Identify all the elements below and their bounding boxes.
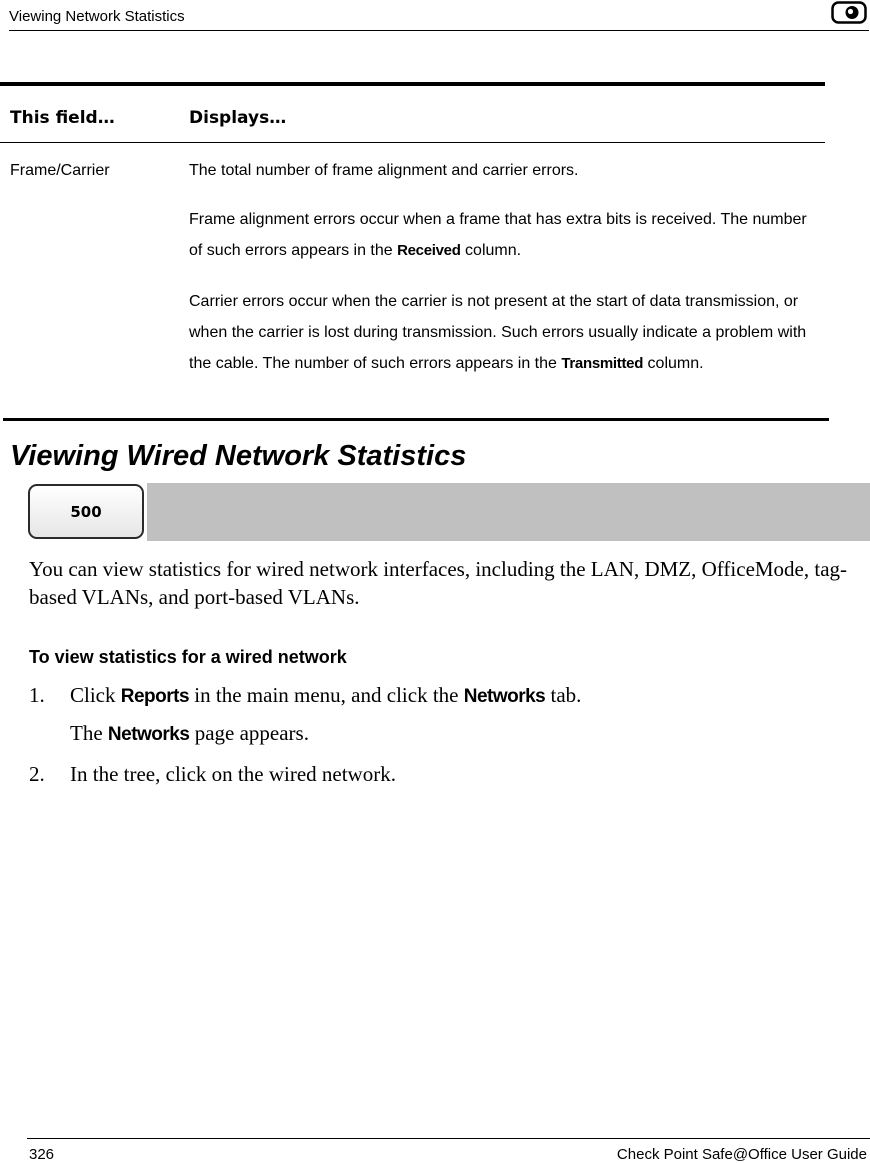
header-rule xyxy=(9,30,869,31)
networks-tab-keyword: Networks xyxy=(463,686,546,707)
model-applicability-bar xyxy=(25,483,870,541)
step-1-number: 1. xyxy=(29,683,45,707)
step-2-text: In the tree, click on the wired network. xyxy=(70,762,396,786)
section-title: Viewing Wired Network Statistics xyxy=(10,440,467,472)
model-500-badge: 500 xyxy=(28,484,144,539)
table-cell-field: Frame/Carrier xyxy=(10,162,110,179)
page-number: 326 xyxy=(29,1146,55,1163)
footer-rule xyxy=(27,1138,870,1139)
running-header-title: Viewing Network Statistics xyxy=(9,8,185,25)
safe-at-office-logo-icon xyxy=(831,1,867,24)
networks-page-keyword: Networks xyxy=(107,724,190,745)
guide-title: Check Point Safe@Office User Guide xyxy=(616,1146,867,1163)
table-header-displays: Displays… xyxy=(189,108,287,128)
step-1-text: Click Reports in the main menu, and click the Networks tab. xyxy=(70,683,582,707)
table-top-rule xyxy=(0,82,825,86)
received-keyword: Received xyxy=(397,242,461,259)
reports-keyword: Reports xyxy=(120,686,190,707)
table-cell-description-summary: The total number of frame alignment and carrier errors. xyxy=(189,162,579,179)
table-cell-description-carrier: Carrier errors occur when the carrier is not present at the start of data transmission, or when the carrier is lost during transmission. Such errors usually indicate a problem with the cable. The number of such errors appears in the Transmitted column. xyxy=(189,293,807,372)
intro-paragraph: You can view statistics for wired network interfaces, including the LAN, DMZ, OfficeMode, tag-based VLANs, and port-based VLANs. xyxy=(29,557,848,609)
table-header-rule xyxy=(0,142,825,143)
step-1-result: The Networks page appears. xyxy=(70,721,309,745)
transmitted-keyword: Transmitted xyxy=(561,355,644,372)
table-header-field: This field… xyxy=(10,108,115,128)
step-2-number: 2. xyxy=(29,762,45,786)
table-cell-description-frame-alignment: Frame alignment errors occur when a frame that has extra bits is received. The number of such errors appears in the Received column. xyxy=(189,211,807,259)
procedure-heading: To view statistics for a wired network xyxy=(29,647,347,667)
table-bottom-rule xyxy=(3,418,829,421)
